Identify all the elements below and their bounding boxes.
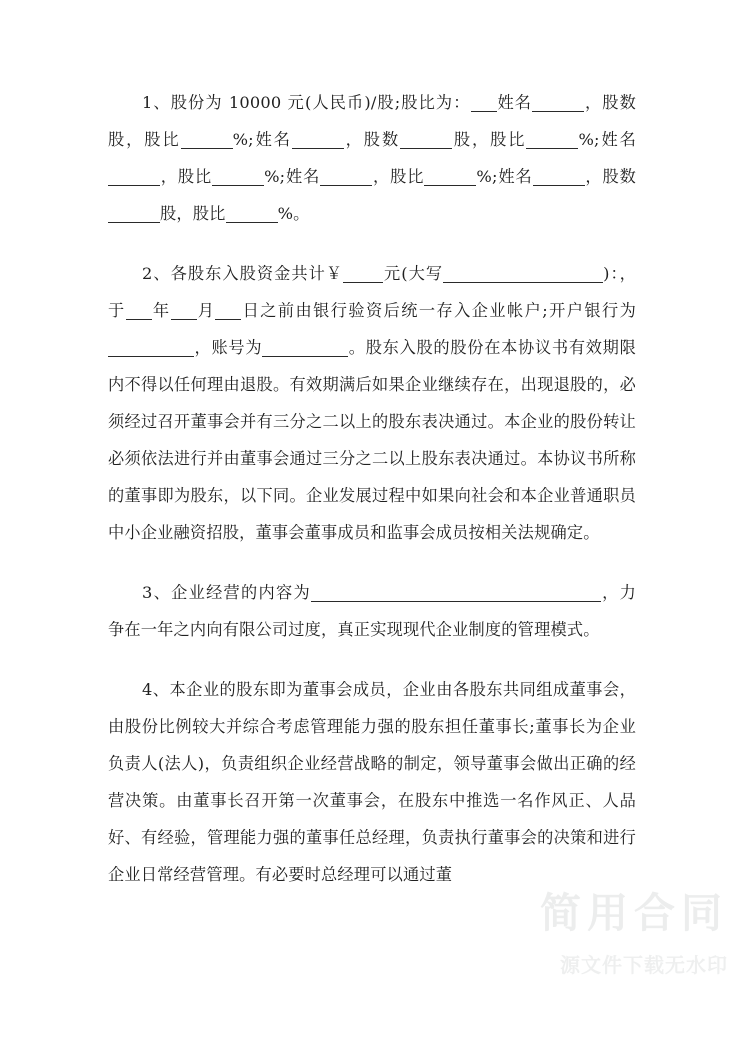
clause-text-run: )：，于 bbox=[108, 264, 636, 320]
clause-text-run: %;姓名 bbox=[264, 167, 321, 186]
paragraph-clause-3 bbox=[108, 574, 636, 648]
clause-text-run: %;姓名 bbox=[232, 130, 292, 149]
fill-in-blank[interactable] bbox=[226, 205, 278, 223]
fill-in-blank[interactable] bbox=[171, 302, 197, 320]
fill-in-blank[interactable] bbox=[343, 265, 383, 283]
clause-text-run: 年 bbox=[151, 301, 171, 320]
fill-in-blank[interactable] bbox=[292, 131, 344, 149]
clause-text-run: 日之前由银行验资后统一存入企业帐户;开户银行为 bbox=[241, 301, 637, 320]
clause-text-run: 股份为 10000 元(人民币)/股;股比为： bbox=[170, 93, 471, 112]
clause-text-run: ，股数 股，股比 bbox=[108, 93, 642, 149]
clause-text-run: 股，股比 bbox=[160, 204, 226, 223]
clause-number: 4、 bbox=[142, 680, 170, 699]
clause-text-run: 本企业的股东即为董事会成员，企业由各股东共同组成董事会，由股份比例较大并综合考虑管理能力强的股东担任董事长;董事长为企业负责人(法人)，负责组织企业经营战略的制定，领导董事会做出正确的经营决策。由董事长召开第一次董事会，在股东中推选一名作风正、人品好、有经验，管理能力强的董事任总经理，负责执行董事会的决策和进行企业日常经营管理。有必要时总经理可以通过董 bbox=[108, 680, 636, 884]
paragraph-clause-1 bbox=[108, 84, 642, 232]
clause-text-run: %;姓名 bbox=[578, 130, 636, 149]
fill-in-blank[interactable] bbox=[532, 94, 584, 112]
fill-in-blank[interactable] bbox=[533, 168, 585, 186]
fill-in-blank[interactable] bbox=[108, 205, 160, 223]
clause-text-run: 月 bbox=[196, 301, 216, 320]
fill-in-blank[interactable] bbox=[108, 168, 160, 186]
clause-text-run: 企业经营的内容为 bbox=[171, 583, 312, 602]
fill-in-blank[interactable] bbox=[526, 131, 578, 149]
clause-number: 3、 bbox=[142, 583, 172, 602]
clause-text-run: 。股东入股的股份在本协议书有效期限内不得以任何理由退股。有效期满后如果企业继续存在，出现退股的，必须经过召开董事会并有三分之二以上的股东表决通过。本企业的股份转让必须依法进行并由董事会通过三分之二以上股东表决通过。本协议书所称的董事即为股东，以下同。企业发展过程中如果向社会和本企业普通职员中小企业融资招股，董事会董事成员和监事会成员按相关法规确定。 bbox=[108, 338, 636, 542]
clause-text-run: 姓名 bbox=[496, 93, 533, 112]
paragraph-clause-4 bbox=[108, 671, 636, 893]
fill-in-blank[interactable] bbox=[424, 168, 476, 186]
watermark bbox=[488, 889, 736, 1001]
fill-in-blank[interactable] bbox=[443, 265, 603, 283]
clause-text-run: 各股东入股资金共计￥ bbox=[170, 264, 344, 283]
clause-text-run: ，力争在一年之内向有限公司过度，真正实现现代企业制度的管理模式。 bbox=[108, 583, 636, 639]
watermark-logo-text: 简用合同 bbox=[540, 889, 728, 937]
fill-in-blank[interactable] bbox=[262, 339, 348, 357]
clause-text-run: 元(大写 bbox=[383, 264, 444, 283]
clause-text-run: ，股数 bbox=[343, 130, 401, 149]
clause-text-run: 股，股比 bbox=[452, 130, 527, 149]
fill-in-blank[interactable] bbox=[212, 168, 264, 186]
fill-in-blank[interactable] bbox=[181, 131, 233, 149]
fill-in-blank[interactable] bbox=[471, 94, 497, 112]
fill-in-blank[interactable] bbox=[311, 584, 601, 602]
watermark-subtitle-text: 源文件下载无水印 bbox=[560, 953, 728, 977]
clause-text-run: ，股比 bbox=[160, 167, 213, 186]
clause-text-run: %。 bbox=[277, 204, 310, 223]
paragraph-clause-2 bbox=[108, 255, 636, 551]
fill-in-blank[interactable] bbox=[126, 302, 152, 320]
clause-text-run: ，账号为 bbox=[194, 338, 263, 357]
fill-in-blank[interactable] bbox=[320, 168, 372, 186]
clause-text-run: ，股比 bbox=[372, 167, 425, 186]
clause-number: 1、 bbox=[142, 93, 171, 112]
clause-text-run: %;姓名 bbox=[476, 167, 533, 186]
clause-text-run: ，股数 bbox=[584, 167, 636, 186]
fill-in-blank[interactable] bbox=[108, 339, 194, 357]
fill-in-blank[interactable] bbox=[215, 302, 241, 320]
document-text-body bbox=[108, 84, 642, 893]
clause-number: 2、 bbox=[142, 264, 171, 283]
fill-in-blank[interactable] bbox=[400, 131, 452, 149]
